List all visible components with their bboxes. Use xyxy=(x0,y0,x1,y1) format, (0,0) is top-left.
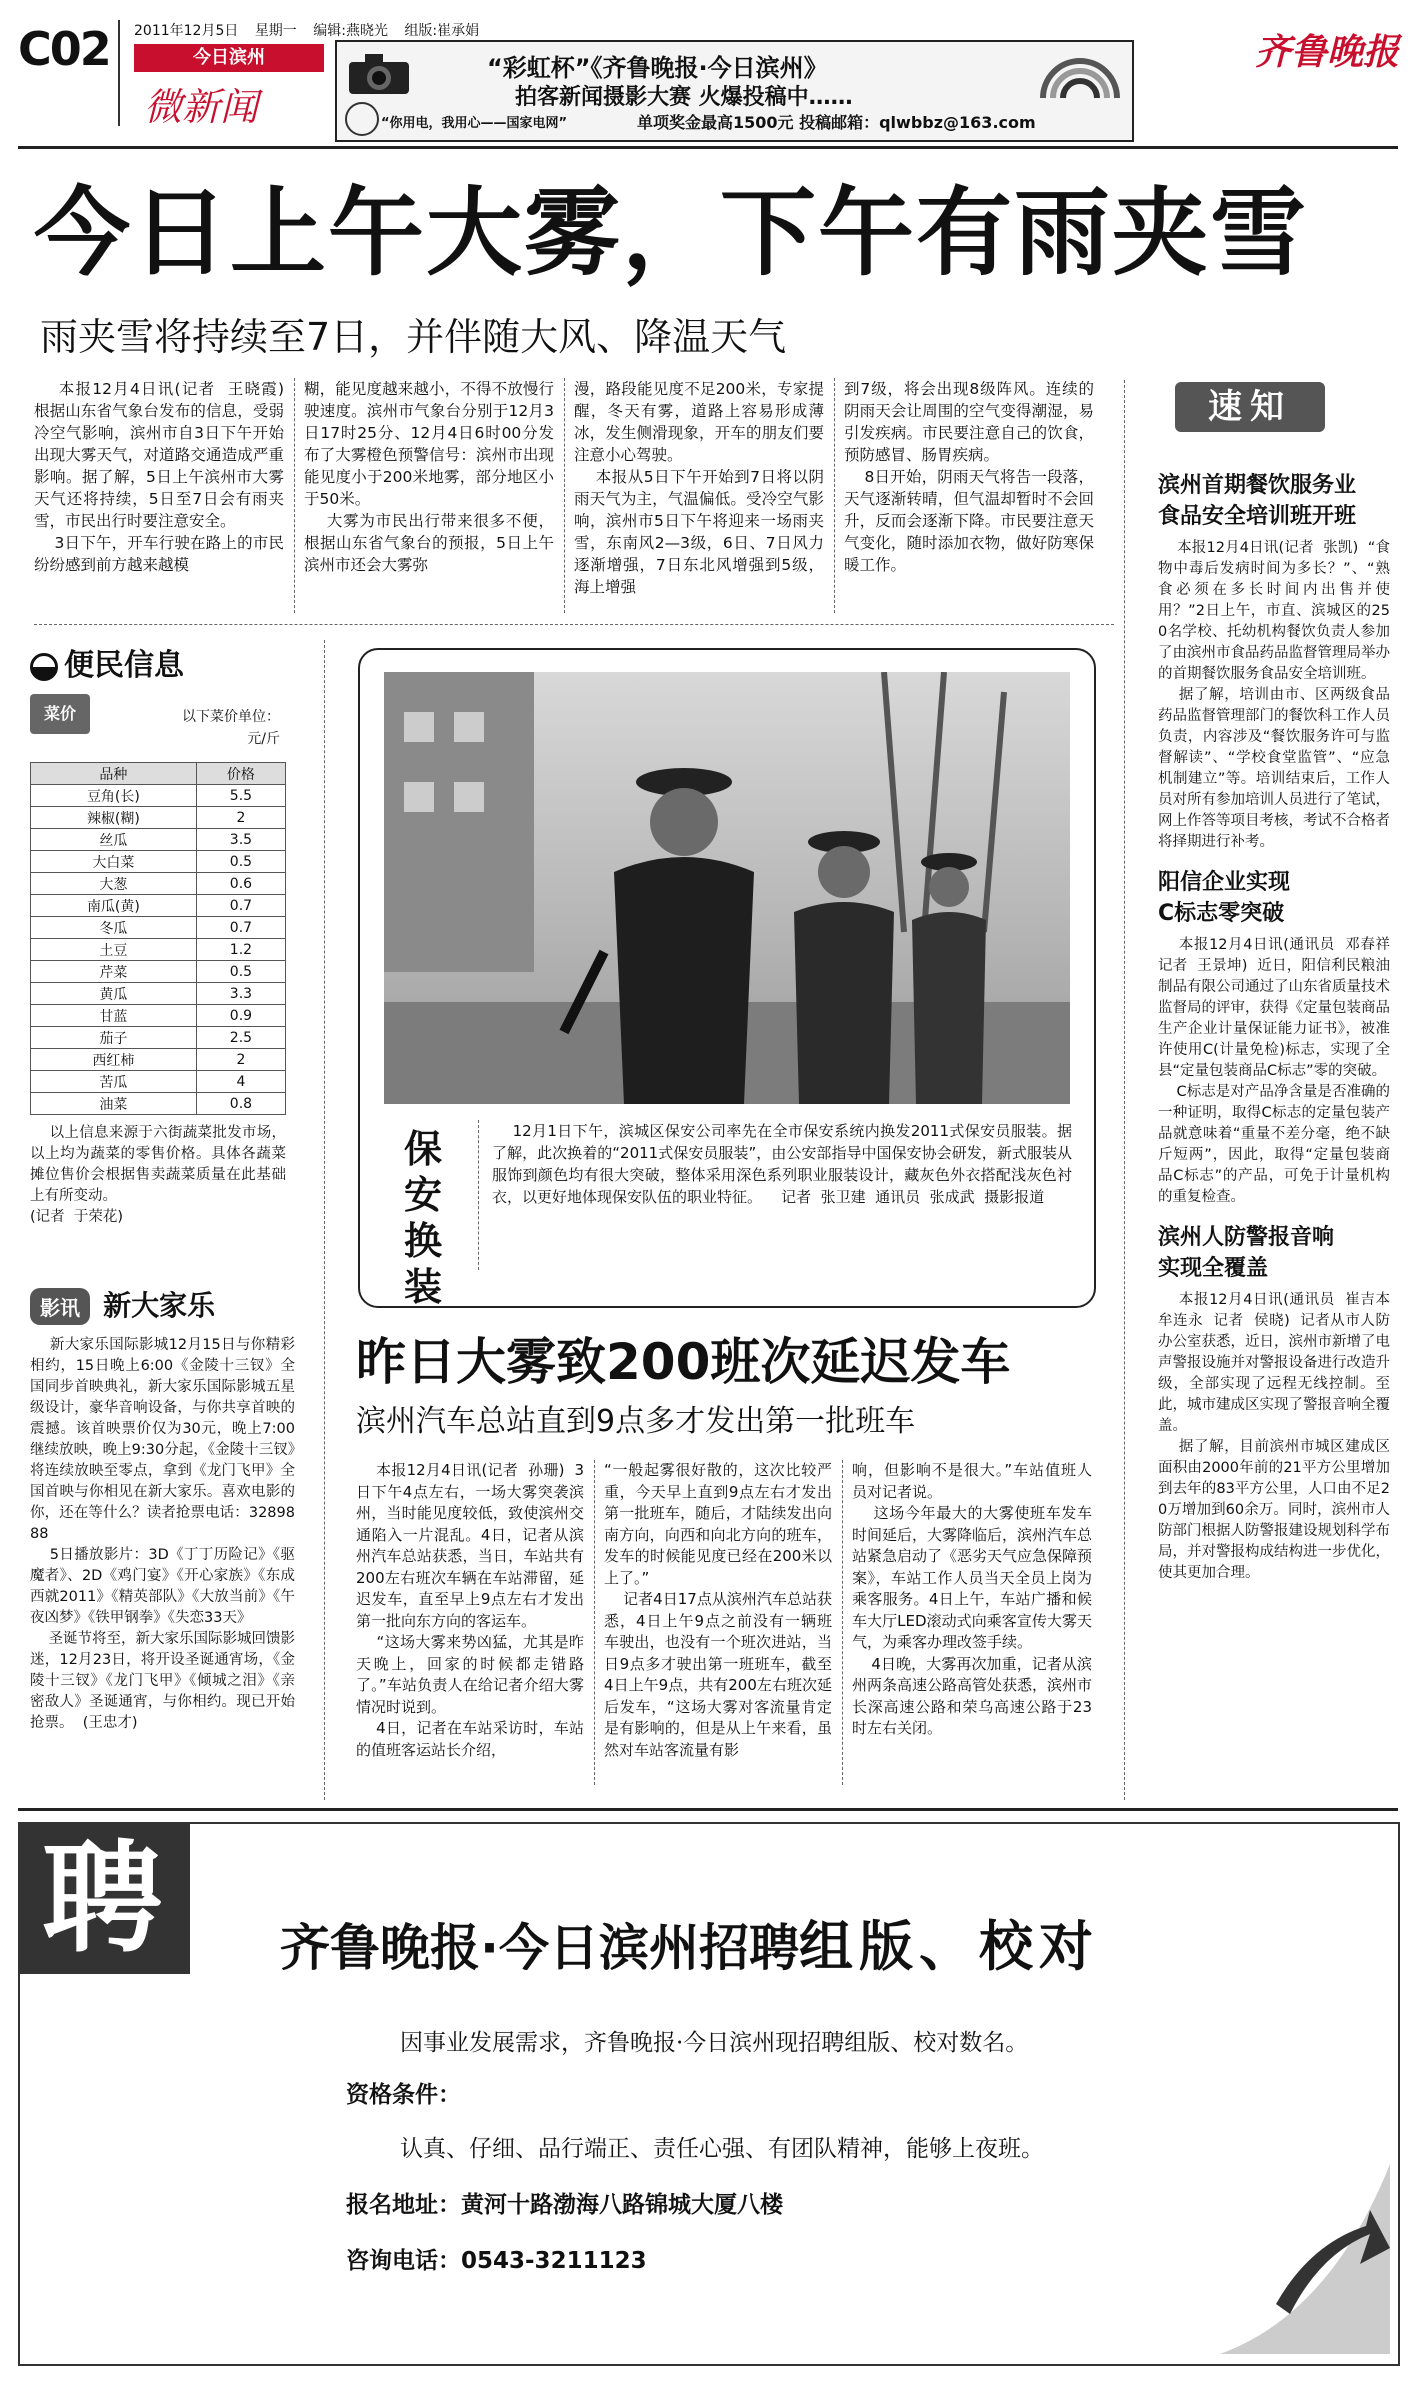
date: 2011年12月5日 xyxy=(134,23,239,39)
table-row xyxy=(31,1093,286,1115)
vegetable-price-cell: 0.6 xyxy=(196,873,285,895)
table-row xyxy=(31,1071,286,1093)
lead-subhead: 雨夹雪将持续至7日，并伴随大风、降温天气 xyxy=(40,315,787,359)
vegetable-name-cell: 冬瓜 xyxy=(31,917,197,939)
header-rule xyxy=(18,146,1398,149)
price-table xyxy=(30,762,286,1115)
vegetable-name-cell: 油菜 xyxy=(31,1093,197,1115)
section-tag: 今日滨州 xyxy=(134,44,324,72)
vegetable-price-cell: 3.5 xyxy=(196,829,285,851)
source-note: 以上信息来源于六街蔬菜批发市场，以上均为蔬菜的零售价格。具体各蔬菜摊位售价会根据售卖蔬菜质量在此基础上有所变动。 (记者 于荣花) xyxy=(30,1125,286,1225)
col-divider xyxy=(594,1460,595,1785)
ad-title xyxy=(280,1904,1099,1981)
table-header-row xyxy=(31,763,286,785)
ad-top-rule xyxy=(18,1808,1398,1811)
vegetable-price-cell: 2.5 xyxy=(196,1027,285,1049)
table-row xyxy=(31,961,286,983)
table-row xyxy=(31,807,286,829)
table-row xyxy=(31,785,286,807)
sidebar-item xyxy=(1158,867,1390,1208)
vegetable-name-cell: 南瓜(黄) xyxy=(31,895,197,917)
lead-col-1: 本报12月4日讯(记者 王晓霞) 根据山东省气象台发布的信息，受弱冷空气影响，滨州市自3日下午开始出现大雾天气，对道路交通造成严重影响。据了解，5日上午滨州市大雾天气还将持续，5日至7日会有雨夹雪，市民出行时要注意安全。 3日下午，开车行驶在路上的市民纷纷感到前方越来越模 xyxy=(34,380,284,574)
header-divider xyxy=(118,20,120,126)
masthead-logo: 齐鲁晚报 xyxy=(1255,31,1400,73)
rainbow-icon xyxy=(1037,48,1123,104)
table-row xyxy=(31,939,286,961)
sidebar-item-body: 本报12月4日讯(通讯员 崔吉本 牟连永 记者 侯晓) 记者从市人防办公室获悉，近日，滨州市新增了电声警报设施并对警报设备进行改造升级，全部实现了远程无线控制。至此，城市建成区实现了警报音响全覆盖。 据了解，目前滨州市城区建成区面积由2000年前的21平方公里增加到去年的83平方公里，人口由不足20万增加到60余万。同时，滨州市人防部门根据人防警报建设规划科学布局，并对警报构成结构进一步优化，使其更加合理。 xyxy=(1158,1292,1390,1581)
vegetable-name-cell: 大白菜 xyxy=(31,851,197,873)
sidebar-item xyxy=(1158,470,1390,853)
vegetable-name-cell: 土豆 xyxy=(31,939,197,961)
ad-req-label: 资格条件： xyxy=(346,2082,461,2108)
vegetable-price-cell: 0.8 xyxy=(196,1093,285,1115)
story2-headline: 昨日大雾致200班次延迟发车 xyxy=(356,1333,1011,1391)
banner-line2: 拍客新闻摄影大赛 火爆投稿中…… xyxy=(515,85,853,110)
ad-big-char: 聘 xyxy=(42,1828,162,1969)
lead-col-4: 到7级，将会出现8级阵风。连续的阴雨天会让周围的空气变得潮湿，易引发疾病。市民要注意自己的饮食，预防感冒、肠胃疾病。 8日开始，阴雨天气将告一段落，天气逐渐转晴，但气温却暂时不会回升，反而会逐渐下降。市民要注意天气变化，随时添加衣物，做好防寒保暖工作。 xyxy=(844,380,1094,574)
sidebar-item-body: 本报12月4日讯(记者 张凯) “食物中毒后发病时间为多长？”、“熟食必须在多长时间内出售并使用？”2日上午，市直、滨城区的250名学校、托幼机构餐饮负责人参加了由滨州市食品药品监督管理局举办的首期餐饮服务食品安全培训班。 据了解，培训由市、区两级食品药品监督管理部门的餐饮科工作人员负责，内容涉及“餐饮服务许可与监督解读”、“学校食堂监管”、“应急机制建立”等。培训结束后，工作人员对所有参加培训人员进行了笔试，网上作答等项目考核，考试不合格者将择期进行补考。 xyxy=(1158,540,1390,850)
table-row xyxy=(31,1027,286,1049)
banner-line1: “彩虹杯”《齐鲁晚报·今日滨州》 xyxy=(487,54,828,82)
ad-title-tail: 组版、校对 xyxy=(799,1914,1099,1978)
col-divider xyxy=(842,1460,843,1785)
vegetable-name-cell: 苦瓜 xyxy=(31,1071,197,1093)
layout-editor: 组版:崔承娟 xyxy=(404,23,480,39)
lead-bottom-rule xyxy=(34,624,1114,625)
vegetable-price-cell: 5.5 xyxy=(196,785,285,807)
sidebar-tag-label: 速知 xyxy=(1208,387,1292,427)
col-divider xyxy=(834,378,835,613)
banner-slogan: “你用电，我用心——国家电网” xyxy=(381,116,568,131)
col-divider xyxy=(294,378,295,613)
movie-box xyxy=(30,1284,295,1734)
lead-col-3: 漫，路段能见度不足200米，专家提醒，冬天有雾，道路上容易形成薄冰，发生侧滑现象，开车的朋友们要注意小心驾驶。 本报从5日下午开始到7日将以阴雨天气为主，气温偏低。受冷空气影响，滨州市5日下午将迎来一场雨夹雪，东南风2—3级，6日、7日风力逐渐增强，7日东北风增强到5级，海上增强 xyxy=(574,380,824,596)
vegetable-price-cell: 0.7 xyxy=(196,917,285,939)
sidebar-item-title: 阳信企业实现 C标志零突破 xyxy=(1158,870,1291,926)
editor: 编辑:燕晓光 xyxy=(313,23,388,39)
convenience-box xyxy=(30,640,330,1228)
lead-col-2: 糊，能见度越来越小，不得不放慢行驶速度。滨州市气象台分别于12月3日17时25分、12月4日6时00分发布了大雾橙色预警信号：滨州市出现能见度小于200米地雾，部分地区小于50米。 大雾为市民出行带来很多不便，根据山东省气象台的预报，5日上午滨州市还会大雾弥 xyxy=(304,380,554,574)
vegetable-name-cell: 辣椒(糊) xyxy=(31,807,197,829)
recruitment-ad[interactable] xyxy=(18,1822,1400,2366)
vegetable-name-cell: 芹菜 xyxy=(31,961,197,983)
sidebar-item-title: 滨州首期餐饮服务业 食品安全培训班开班 xyxy=(1158,473,1357,529)
vegetable-price-cell: 2 xyxy=(196,1049,285,1071)
security-guards-photo xyxy=(384,672,1070,1104)
col-divider xyxy=(564,378,565,613)
half-moon-icon xyxy=(30,653,58,681)
section-name: 微新闻 xyxy=(144,85,259,129)
movie-title: 新大家乐 xyxy=(103,1289,216,1322)
weekday: 星期一 xyxy=(254,23,297,39)
vegetable-name-cell: 茄子 xyxy=(31,1027,197,1049)
sidebar-tag xyxy=(1175,382,1325,432)
sidebar-divider xyxy=(1124,380,1125,1800)
movie-header xyxy=(30,1284,295,1325)
ad-req-text: 认真、仔细、品行端正、责任心强、有团队精神，能够上夜班。 xyxy=(400,2136,1044,2162)
table-row xyxy=(31,851,286,873)
lead-headline: 今日上午大雾，下午有雨夹雪 xyxy=(34,177,1308,289)
vegetable-name-cell: 西红柿 xyxy=(31,1049,197,1071)
vegetable-price-cell: 0.7 xyxy=(196,895,285,917)
left-column-divider xyxy=(324,640,325,1800)
table-row xyxy=(31,895,286,917)
unit-note: 以下菜价单位： 元/斤 xyxy=(182,709,280,747)
price-tag-icon: 菜价 xyxy=(30,694,90,734)
sidebar-item-body: 本报12月4日讯(通讯员 邓春祥 记者 王景坤) 近日，阳信利民粮油制品有限公司通过了山东省质量技术监督局的评审，获得《定量包装商品生产企业计量保证能力证书》，被准许使用C(计量免检)标志，实现了全县“定量包装商品C标志”零的突破。 C标志是对产品净含量是否准确的一种证明，取得C标志的定量包装产品就意味着“重量不差分毫，绝不缺斤短两”，因此，取得“定量包装商品C标志”的产品，可免于计量机构的重复检查。 xyxy=(1158,937,1391,1205)
camera-icon xyxy=(345,48,415,98)
vegetable-price-cell: 0.9 xyxy=(196,1005,285,1027)
ad-title-main: 齐鲁晚报·今日滨州招聘 xyxy=(280,1919,799,1977)
movie-tag: 影讯 xyxy=(30,1288,90,1325)
vegetable-price-cell: 0.5 xyxy=(196,961,285,983)
banner-prize: 单项奖金最高1500元 投稿邮箱：qlwbbz@163.com xyxy=(637,113,1036,132)
table-row xyxy=(31,1049,286,1071)
photo-label: 保安换装 xyxy=(404,1127,443,1309)
vegetable-price-cell: 1.2 xyxy=(196,939,285,961)
ad-address: 报名地址：黄河十路渤海八路锦城大厦八楼 xyxy=(346,2192,783,2218)
table-row xyxy=(31,829,286,851)
page-curl-icon xyxy=(1220,2164,1390,2354)
column-header: 价格 xyxy=(196,763,285,785)
caption-divider xyxy=(478,1120,479,1270)
vegetable-price-cell: 4 xyxy=(196,1071,285,1093)
table-row xyxy=(31,983,286,1005)
vegetable-name-cell: 大葱 xyxy=(31,873,197,895)
dateline xyxy=(134,20,491,40)
grid-logo-icon xyxy=(345,102,379,136)
column-header: 品种 xyxy=(31,763,197,785)
contest-banner[interactable] xyxy=(335,40,1134,142)
vegetable-price-cell: 3.3 xyxy=(196,983,285,1005)
vegetable-name-cell: 黄瓜 xyxy=(31,983,197,1005)
vegetable-name-cell: 豆角(长) xyxy=(31,785,197,807)
ad-intro: 因事业发展需求，齐鲁晚报·今日滨州现招聘组版、校对数名。 xyxy=(400,2030,1029,2056)
vegetable-price-cell: 2 xyxy=(196,807,285,829)
table-row xyxy=(31,1005,286,1027)
movie-body: 新大家乐国际影城12月15日与你精彩相约，15日晚上6:00《金陵十三钗》全国同步首映典礼，新大家乐国际影城五星级设计，豪华音响设备，与你共享首映的震撼。该首映票价仅为30元，晚上7:00继续放映，晚上9:30分起，《金陵十三钗》将连续放映至零点，拿到《龙门飞甲》全国首映与你相见在新大家乐。喜欢电影的你，还在等什么？读者抢票电话：3289888 5日播放影片：3D《丁丁历险记》《驱魔者》、2D《鸡门宴》《开心家族》《东成西就2011》《精英部队》《大放当前》《午夜凶梦》《铁甲钢拳》《失恋33天》 圣诞节将至，新大家乐国际影城回馈影迷，12月23日，将开设圣诞通宵场，《金陵十三钗》《龙门飞甲》《倾城之泪》《亲密敌人》圣诞通宵，与你相约。现已开始抢票。 (王忠才) xyxy=(30,1337,296,1731)
vegetable-price-cell: 0.5 xyxy=(196,851,285,873)
sidebar-item xyxy=(1158,1222,1390,1584)
ad-phone: 咨询电话：0543-3211123 xyxy=(346,2248,647,2274)
table-row xyxy=(31,873,286,895)
photo-caption: 12月1日下午，滨城区保安公司率先在全市保安系统内换发2011式保安员服装。据了解，此次换着的“2011式保安员服装”，由公安部指导中国保安协会研发，新式服装从服饰到颜色均有很大突破，整体采用深色系列职业服装设计，藏灰色外衣搭配浅灰色衬衣，以更好地体现保安队伍的职业特征。 记者 张卫建 通讯员 张成武 摄影报道 xyxy=(492,1122,1072,1206)
story2-col-2: “一般起雾很好散的，这次比较严重，今天早上直到9点左右才发出第一批班车，随后，才陆续发出向南方向，向西和向北方向的班车，发车的时候能见度已经在200米以上了。” 记者4日17点从滨州汽车总站获悉，4日上午9点之前没有一辆班车驶出，也没有一个班次进站，当日9点多才驶出第一班班车，截至4日上午9点，共有200左右班次延后发车，“这场大雾对客流量肯定是有影响的，但是从上午来看，虽然对车站客流量有影 xyxy=(604,1461,832,1759)
sidebar-item-title: 滨州人防警报音响 实现全覆盖 xyxy=(1158,1225,1335,1281)
story2-subhead: 滨州汽车总站直到9点多才发出第一批班车 xyxy=(356,1404,916,1439)
story2-col-1: 本报12月4日讯(记者 孙珊) 3日下午4点左右，一场大雾突袭滨州，当时能见度较低，致使滨州交通陷入一片混乱。4日，记者从滨州汽车总站获悉，当日，车站共有200左右班次车辆在车站滞留，延迟发车，直至早上9点左右才发出第一批向东方向的客运车。 “这场大雾来势凶猛，尤其是昨天晚上，回家的时候都走错路了。”车站负责人在给记者介绍大雾情况时说到。 4日，记者在车站采访时，车站的值班客运站长介绍， xyxy=(356,1461,585,1759)
vegetable-name-cell: 丝瓜 xyxy=(31,829,197,851)
page-number: C02 xyxy=(18,22,110,76)
photo-frame xyxy=(358,648,1096,1308)
table-row xyxy=(31,917,286,939)
convenience-title: 便民信息 xyxy=(30,640,330,684)
story2-col-3: 响，但影响不是很大。”车站值班人员对记者说。 这场今年最大的大雾使班车发车时间延后，大雾降临后，滨州汽车总站紧急启动了《恶劣天气应急保障预案》，车站工作人员当天全员上岗为乘客服务。4日上午，车站广播和候车大厅LED滚动式向乘客宣传大雾天气，为乘客办理改签手续。 4日晚，大雾再次加重，记者从滨州两条高速公路高管处获悉，滨州市长深高速公路和荣乌高速公路于23时左右关闭。 xyxy=(852,1461,1093,1737)
sidebar xyxy=(1158,470,1390,1584)
vegetable-name-cell: 甘蓝 xyxy=(31,1005,197,1027)
